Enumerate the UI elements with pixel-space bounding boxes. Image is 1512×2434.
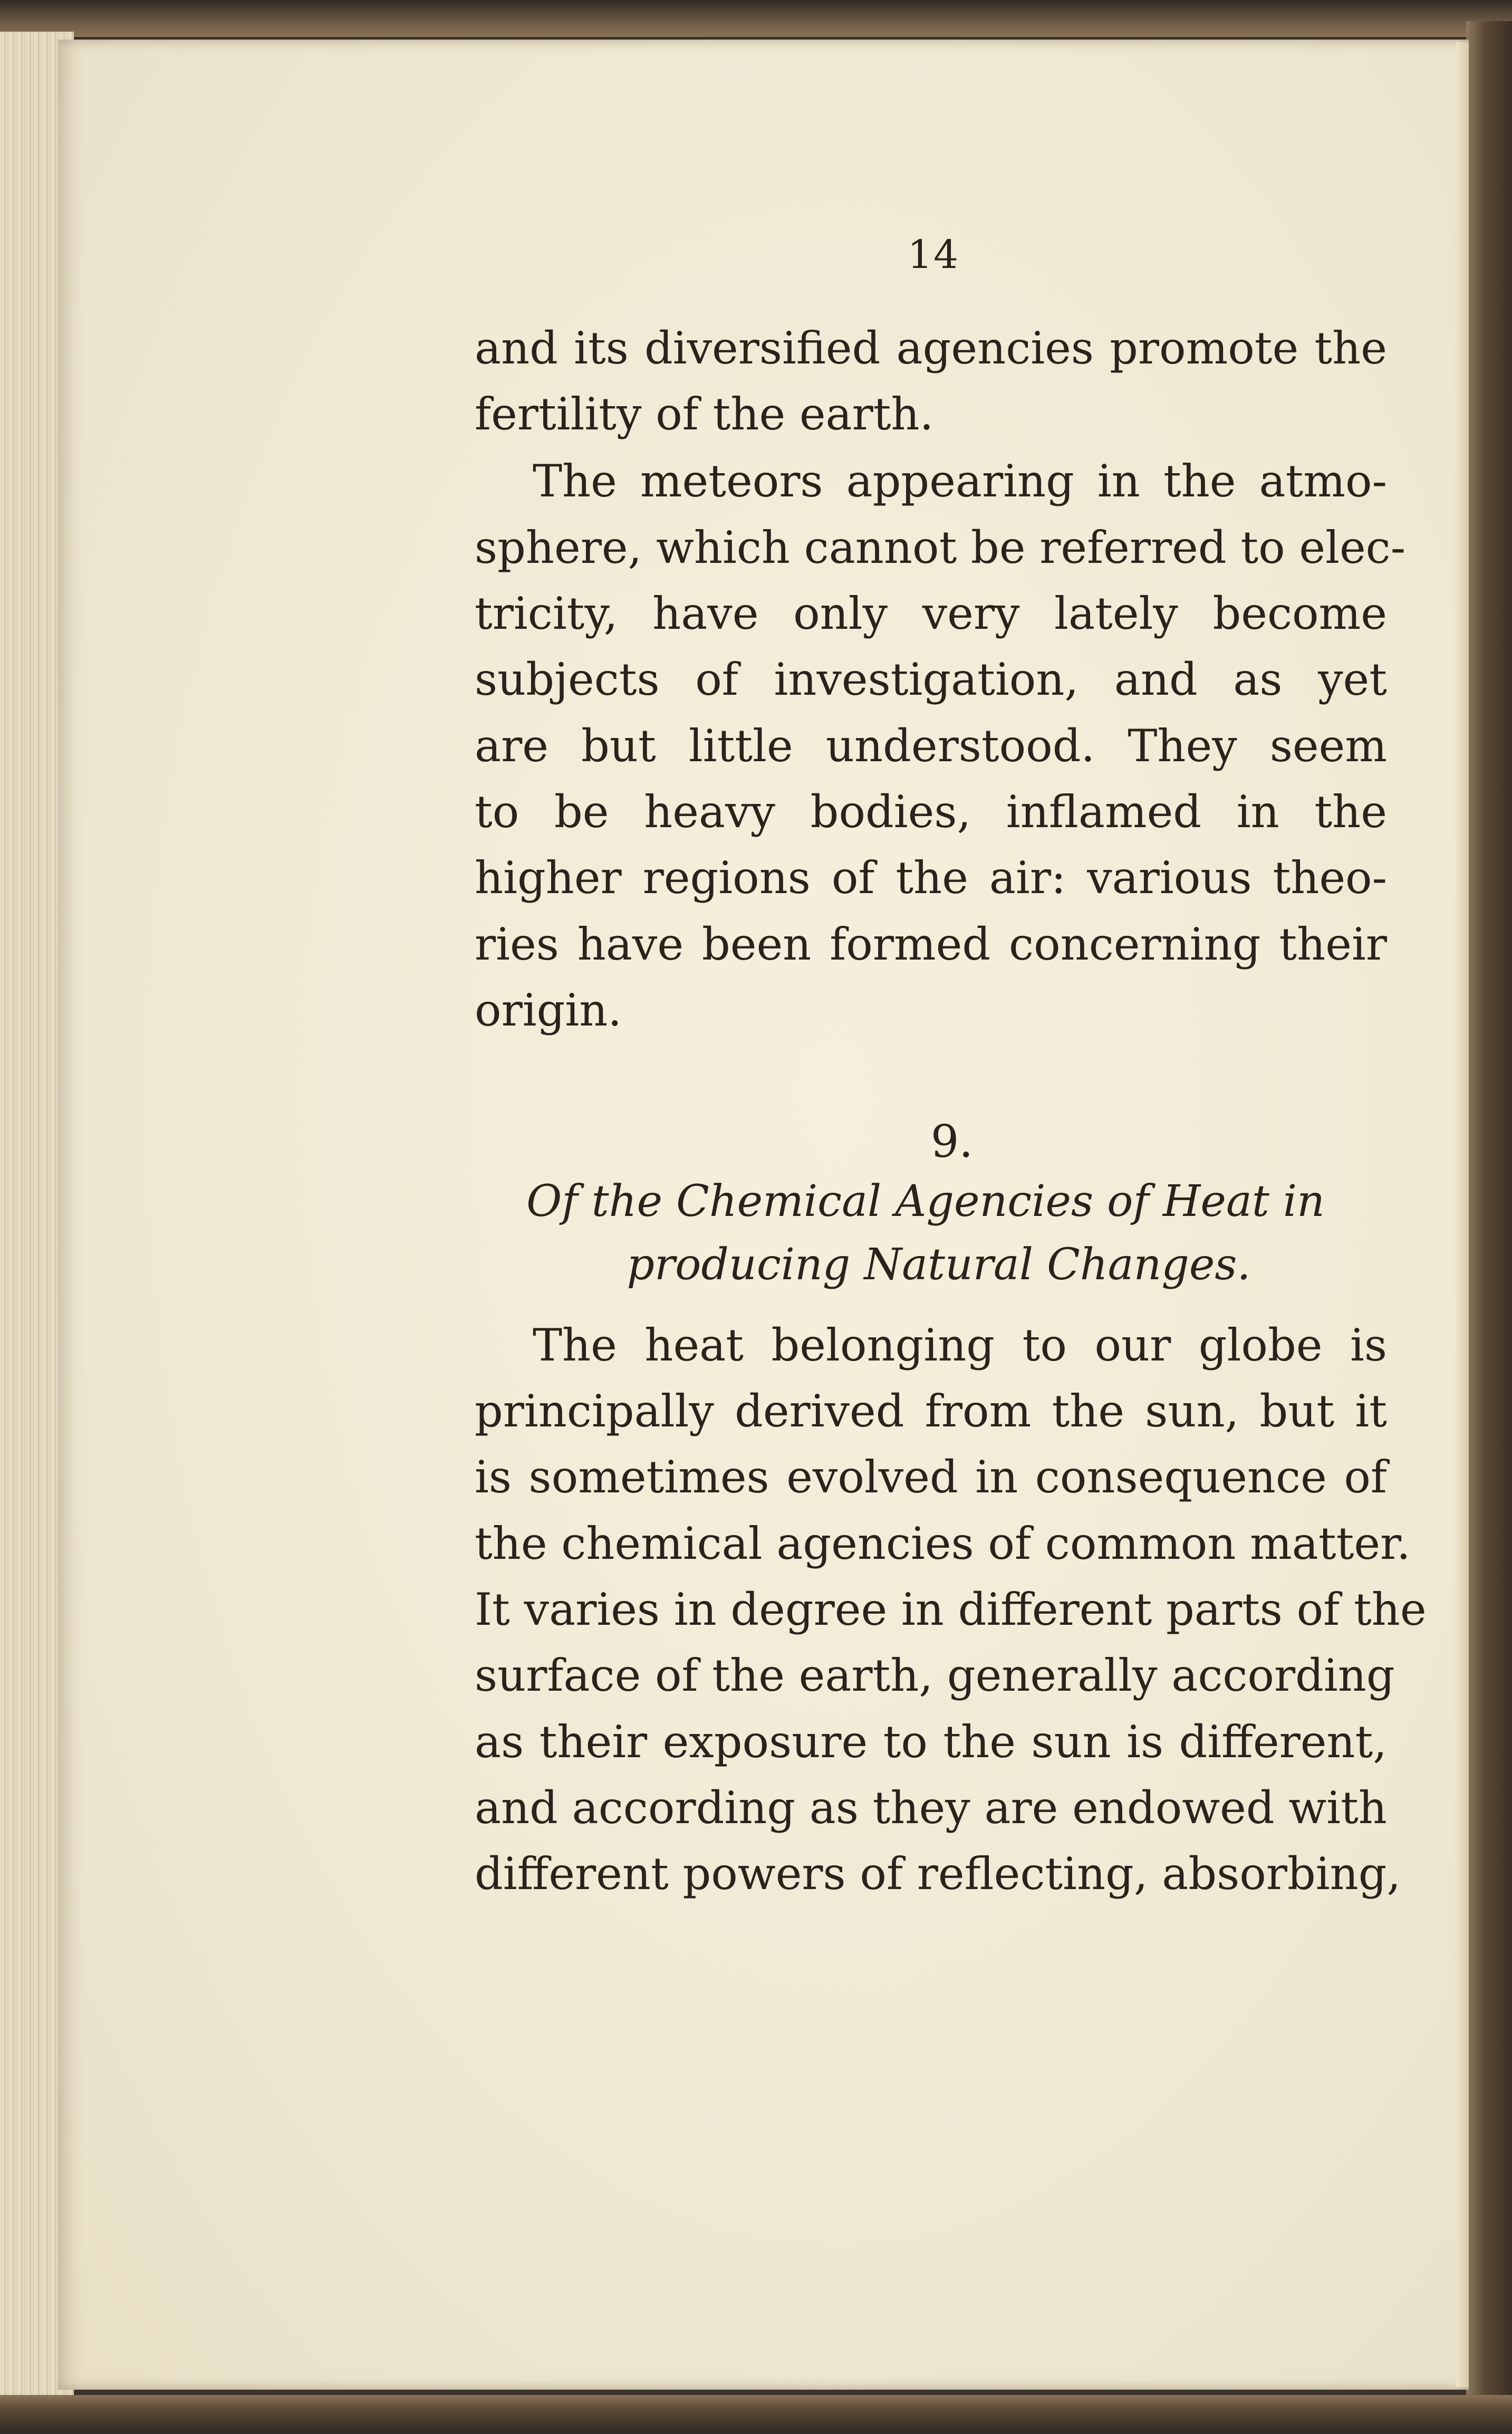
text-line: and its diversified agencies promote the: [475, 322, 1387, 374]
text-line: ries have been formed concerning their: [475, 918, 1387, 970]
section-number: 9.: [930, 1116, 974, 1167]
text-line: different powers of reflecting, absorbing,: [475, 1848, 1401, 1900]
section-title-line-2: producing Natural Changes.: [627, 1240, 1251, 1290]
text-line: principally derived from the sun, but it: [475, 1385, 1387, 1437]
text-line: subjects of investigation, and as yet: [475, 654, 1387, 705]
text-line: higher regions of the air: various theo-: [475, 852, 1387, 904]
text-line: sphere, which cannot be referred to elec-: [475, 522, 1406, 573]
text-line: are but little understood. They seem: [475, 720, 1387, 772]
text-line: as their exposure to the sun is different,: [475, 1716, 1387, 1768]
text-line: The heat belonging to our globe is: [533, 1319, 1387, 1371]
text-line: surface of the earth, generally according: [475, 1650, 1395, 1701]
text-line: and according as they are endowed with: [475, 1782, 1387, 1834]
section-title-line-1: Of the Chemical Agencies of Heat in: [526, 1176, 1325, 1226]
page-number: 14: [907, 232, 960, 277]
text-line: the chemical agencies of common matter.: [475, 1518, 1411, 1569]
text-line: is sometimes evolved in consequence of: [475, 1451, 1387, 1503]
text-line: fertility of the earth.: [475, 388, 934, 440]
text-line: to be heavy bodies, inflamed in the: [475, 786, 1387, 838]
text-line: The meteors appearing in the atmo-: [533, 455, 1387, 507]
text-line: tricity, have only very lately become: [475, 588, 1387, 639]
text-line: origin.: [475, 984, 622, 1036]
text-line: It varies in degree in different parts of the: [475, 1584, 1427, 1635]
